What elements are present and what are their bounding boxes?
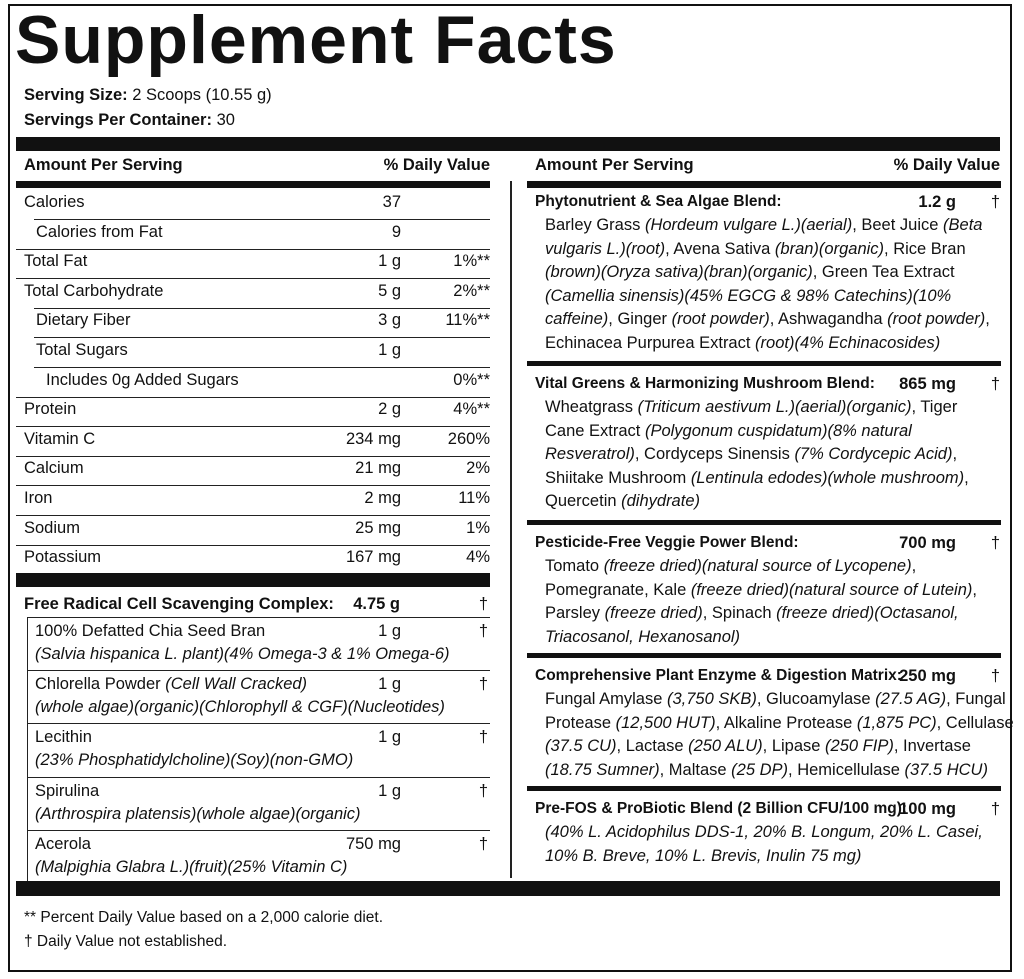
nutrient-dv: 4%	[466, 548, 490, 567]
complex-divider-line	[28, 617, 490, 618]
blend-divider	[527, 786, 1001, 791]
complex-dv: †	[478, 595, 488, 613]
nutrient-name: Includes 0g Added Sugars	[46, 370, 239, 389]
blend-divider	[527, 520, 1001, 525]
complex-item-amount: 1 g	[378, 675, 401, 694]
nutrient-name: Calcium	[24, 459, 84, 478]
nutrient-amount: 9	[391, 222, 401, 241]
row-divider	[16, 545, 490, 546]
footnote-daily-value: ** Percent Daily Value based on a 2,000 calorie diet.	[24, 909, 384, 926]
blend-divider	[527, 653, 1001, 658]
row-divider	[16, 485, 490, 486]
blend-ingredients: Barley Grass (Hordeum vulgare L.)(aerial), Beet Juice (Beta vulgaris L.)(root), Avena Sativa (bran)(organic), Rice Bran (brown)(Oryza sativa)(bran)(organic), Green Tea Extract (Camellia sinensis)(45% EGCG & 98% Catechins)(10% caffeine), Ginger (root powder), Ashwagandha (root powder), Echinacea Purpurea Extract (root)(4% Echinacosides)	[545, 216, 990, 352]
nutrient-dv: 4%**	[453, 400, 490, 419]
nutrient-name: Calories from Fat	[36, 222, 163, 241]
row-divider	[16, 515, 490, 516]
complex-item-dv: †	[478, 622, 488, 640]
blend-amount: 865 mg	[899, 375, 956, 393]
nutrient-name: Protein	[24, 400, 77, 419]
nutrient-amount: 1 g	[378, 252, 401, 271]
complex-item-name: Spirulina	[35, 781, 100, 800]
complex-divider-line	[28, 670, 490, 671]
blend-dv: †	[990, 193, 1000, 211]
nutrient-name: Potassium	[24, 548, 102, 567]
nutrient-amount: 5 g	[378, 281, 401, 300]
servings-per-container: Servings Per Container: 30	[24, 111, 235, 129]
nutrient-amount: 25 mg	[355, 518, 401, 537]
complex-item-amount: 1 g	[378, 622, 401, 640]
nutrient-dv: 0%**	[453, 370, 490, 389]
row-divider	[34, 367, 490, 368]
nutrient-name: Sodium	[24, 518, 80, 537]
complex-item-name: Chlorella Powder (Cell Wall Cracked)	[35, 675, 308, 694]
nutrient-dv: 2%**	[453, 281, 490, 300]
blend-amount: 700 mg	[899, 534, 956, 552]
serving-size: Serving Size: 2 Scoops (10.55 g)	[24, 86, 272, 104]
left-dv-header: % Daily Value	[383, 156, 490, 174]
left-header-divider	[16, 181, 490, 188]
complex-amount: 4.75 g	[353, 595, 400, 613]
complex-item-dv: †	[478, 781, 488, 800]
nutrient-amount: 1 g	[378, 341, 401, 359]
complex-item-detail: (23% Phosphatidylcholine)(Soy)(non-GMO)	[35, 751, 354, 770]
panel-title: Supplement Facts	[15, 2, 617, 78]
nutrient-dv: 1%**	[453, 252, 490, 271]
complex-item-amount: 1 g	[378, 781, 401, 800]
blend-dv: †	[990, 375, 1000, 393]
nutrient-amount: 167 mg	[345, 548, 401, 567]
column-divider	[510, 181, 512, 878]
blend-name: Pesticide-Free Veggie Power Blend:	[535, 534, 799, 551]
nutrient-dv: 2%	[466, 459, 490, 478]
right-header-divider	[527, 181, 1001, 188]
blend-name: Vital Greens & Harmonizing Mushroom Blend:	[535, 375, 875, 392]
nutrient-amount: 37	[382, 193, 401, 211]
blend-dv: †	[990, 800, 1000, 818]
footnote-not-established: † Daily Value not established.	[24, 933, 228, 950]
nutrient-dv: 1%	[466, 518, 490, 537]
blend-divider	[527, 361, 1001, 366]
nutrient-name: Calories	[24, 193, 85, 211]
row-divider	[16, 249, 490, 250]
complex-divider	[16, 573, 490, 587]
row-divider	[34, 219, 490, 220]
right-dv-header: % Daily Value	[893, 156, 1000, 174]
complex-item-amount: 1 g	[378, 728, 401, 747]
blend-name: Comprehensive Plant Enzyme & Digestion Matrix:	[535, 667, 902, 684]
blend-ingredients: Wheatgrass (Triticum aestivum L.)(aerial)(organic), Tiger Cane Extract (Polygonum cuspidatum)(8% natural Resveratrol), Cordyceps Sinensis (7% Cordycepic Acid), Shiitake Mushroom (Lentinula edodes)(whole mushroom), Quercetin (dihydrate)	[545, 398, 969, 511]
complex-item-dv: †	[478, 675, 488, 694]
nutrient-amount: 2 g	[378, 400, 401, 419]
nutrient-dv: 11%**	[445, 311, 490, 330]
nutrient-dv: 260%	[447, 429, 490, 448]
row-divider	[34, 308, 490, 309]
complex-divider-line	[28, 777, 490, 778]
complex-item-detail: (Arthrospira platensis)(whole algae)(organic)	[35, 804, 361, 823]
complex-item-dv: †	[478, 834, 488, 853]
row-divider	[16, 278, 490, 279]
blend-ingredients: (40% L. Acidophilus DDS-1, 20% B. Longum, 20% L. Casei, 10% B. Breve, 10% L. Brevis, Inulin 75 mg)	[545, 823, 983, 865]
blend-name: Pre-FOS & ProBiotic Blend (2 Billion CFU/100 mg):	[535, 800, 908, 817]
complex-item-detail: (whole algae)(organic)(Chlorophyll & CGF)(Nucleotides)	[35, 698, 445, 717]
complex-item-dv: †	[478, 728, 488, 747]
blend-dv: †	[990, 534, 1000, 552]
nutrient-name: Dietary Fiber	[36, 311, 131, 330]
blend-amount: 1.2 g	[918, 193, 956, 211]
nutrient-name: Iron	[24, 489, 53, 507]
row-divider	[16, 397, 490, 398]
nutrient-name: Total Carbohydrate	[24, 281, 164, 300]
nutrient-name: Total Sugars	[36, 341, 128, 359]
nutrient-amount: 2 mg	[364, 489, 401, 507]
row-divider	[34, 337, 490, 338]
complex-item-name: Acerola	[35, 834, 91, 853]
thick-divider-bottom	[16, 881, 1000, 896]
nutrient-dv: 11%	[458, 489, 490, 507]
complex-item-name: Lecithin	[35, 728, 92, 747]
nutrient-name: Vitamin C	[24, 429, 96, 448]
complex-item-amount: 750 mg	[345, 834, 401, 853]
blend-dv: †	[990, 667, 1000, 685]
row-divider	[16, 426, 490, 427]
nutrient-amount: 234 mg	[345, 429, 401, 448]
complex-name: Free Radical Cell Scavenging Complex:	[24, 595, 334, 613]
nutrient-name: Total Fat	[24, 252, 88, 271]
complex-divider-line	[28, 830, 490, 831]
row-divider	[16, 456, 490, 457]
right-amount-header: Amount Per Serving	[535, 156, 694, 174]
thick-divider-top	[16, 137, 1000, 151]
blend-ingredients: Tomato (freeze dried)(natural source of Lycopene), Pomegranate, Kale (freeze dried)(natural source of Lutein), Parsley (freeze dried), Spinach (freeze dried)(Octasanol, Triacosanol, Hexanosanol)	[545, 557, 977, 646]
left-amount-header: Amount Per Serving	[24, 156, 183, 174]
blend-amount: 100 mg	[899, 800, 956, 818]
complex-item-detail: (Salvia hispanica L. plant)(4% Omega-3 & 1% Omega-6)	[35, 645, 450, 663]
nutrient-amount: 3 g	[378, 311, 401, 330]
complex-item-detail: (Malpighia Glabra L.)(fruit)(25% Vitamin C)	[35, 857, 348, 876]
nutrient-amount: 21 mg	[355, 459, 401, 478]
complex-item-name: 100% Defatted Chia Seed Bran	[35, 622, 266, 640]
blend-amount: 250 mg	[899, 667, 956, 685]
blend-name: Phytonutrient & Sea Algae Blend:	[535, 193, 782, 210]
complex-divider-line	[28, 723, 490, 724]
complex-indent-rule	[27, 617, 28, 881]
blend-ingredients: Fungal Amylase (3,750 SKB), Glucoamylase (27.5 AG), Fungal Protease (12,500 HUT), Alkaline Protease (1,875 PC), Cellulase (37.5 CU), Lactase (250 ALU), Lipase (250 FIP), Invertase (18.75 Sumner), Maltase (25 DP), Hemicellulase (37.5 HCU)	[545, 690, 1014, 779]
